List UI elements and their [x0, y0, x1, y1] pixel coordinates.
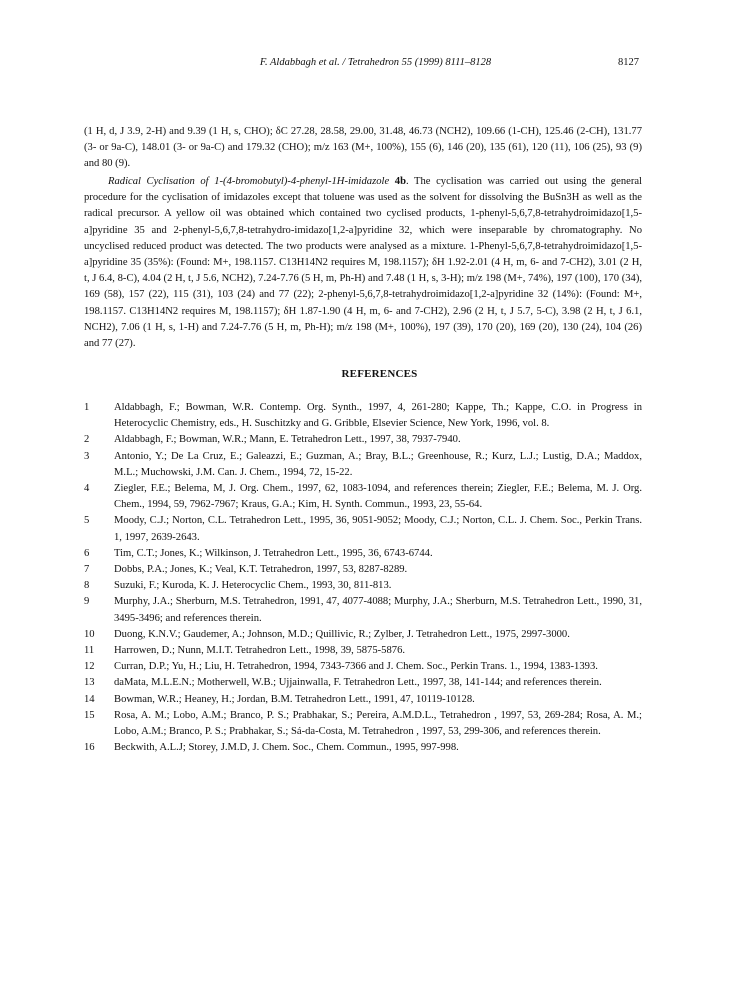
procedure-text: . The cyclisation was carried out using the general procedure for the cyclisation of imidazoles except that toluene was used as the solvent for dissolving the BuSn3H as well as the radical precursor. A yellow oil was obtained which contained two cyclised products, 1-phenyl-5,6,7,8-tetrahydroimidazo[1,5-a]pyridine 35 and 2-phenyl-5,6,7,8-tetrahydro-imidazo[1,2-a]pyridine 32, which were inseparable by chromatography. No uncyclised reduced product was detected. The two products were analysed as a mixture. 1-Phenyl-5,6,7,8-tetrahydroimidazo[1,5-a]pyridine 35 (35%): (Found: M+, 198.1157. C13H14N2 requires M, 198.1157); δH 1.92-2.01 (4 H, m, 6- and 7-CH2), 3.01 (2 H, t, J 6.4, 8-C), 4.04 (2 H, t, J 5.6, NCH2), 7.24-7.76 (5 H, m, Ph-H) and 7.48 (1 H, s, 3-H); m/z 198 (M+, 74%), 197 (100), 170 (34), 169 (58), 157 (22), 115 (31), 103 (24) and 77 (22); 2-phenyl-5,6,7,8-tetrahydroimidazo[1,2-a]pyridine 32 (14%): (Found: M+, 198.1157. C13H14N2 requires M, 198.1157); δH 1.87-1.90 (4 H, m, 6- and 7-CH2), 2.96 (2 H, t, J 5.7, 5-C), 3.98 (2 H, t, J 6.1, NCH2), 7.06 (1 H, s, 1-H) and 7.24-7.76 (5 H, m, Ph-H); m/z 198 (M+, 100%), 197 (39), 170 (20), 169 (20), 130 (24), 104 (26) and 77 (27).	[84, 176, 642, 350]
reference-number: 2	[84, 434, 90, 446]
page-number: 8127	[618, 57, 639, 68]
reference-item	[84, 562, 642, 578]
reference-number: 14	[84, 693, 95, 705]
reference-number: 3	[84, 450, 90, 462]
reference-item	[84, 513, 642, 545]
reference-text: Murphy, J.A.; Sherburn, M.S. Tetrahedron, 1991, 47, 4077-4088; Murphy, J.A.; Sherburn, M.S. Tetrahedron Lett., 1990, 31, 3495-3496; and references therein.	[114, 596, 642, 624]
reference-text: Harrowen, D.; Nunn, M.I.T. Tetrahedron Lett., 1998, 39, 5875-5876.	[114, 645, 406, 657]
reference-item	[84, 449, 642, 481]
reference-text: Tim, C.T.; Jones, K.; Wilkinson, J. Tetrahedron Lett., 1995, 36, 6743-6744.	[114, 547, 433, 559]
references-heading: REFERENCES	[341, 368, 418, 380]
reference-text: Suzuki, F.; Kuroda, K. J. Heterocyclic Chem., 1993, 30, 811-813.	[114, 580, 392, 592]
reference-number: 1	[84, 402, 90, 413]
reference-item	[84, 546, 642, 562]
reference-item	[84, 740, 642, 756]
reference-number: 11	[84, 645, 95, 657]
reference-text: Antonio, Y.; De La Cruz, E.; Galeazzi, E.; Guzman, A.; Bray, B.L.; Greenhouse, R.; Kurz, L.J.; Lustig, D.A.; Maddox, M.L.; Muchowski, J.M. Can. J. Chem., 1994, 72, 15-22.	[114, 450, 642, 478]
reference-text: Bowman, W.R.; Heaney, H.; Jordan, B.M. Tetrahedron Lett., 1991, 47, 10119-10128.	[114, 693, 475, 705]
reference-number: 8	[84, 580, 90, 592]
compound-number: 4b	[394, 176, 406, 187]
reference-text: Moody, C.J.; Norton, C.L. Tetrahedron Lett., 1995, 36, 9051-9052; Moody, C.J.; Norton, C.L. J. Chem. Soc., Perkin Trans. 1, 1997, 2639-2643.	[114, 515, 642, 543]
reference-number: 10	[84, 628, 95, 640]
reference-item	[84, 692, 642, 708]
reference-item	[84, 708, 642, 740]
reference-text: Ziegler, F.E.; Belema, M, J. Org. Chem., 1997, 62, 1083-1094, and references therein; Ziegler, F.E.; Belema, M. J. Org. Chem., 1994, 59, 7962-7967; Kraus, G.A.; Kim, H. Synth. Commun., 1993, 23, 55-64.	[114, 483, 642, 511]
reference-item	[84, 578, 642, 594]
reference-text: Duong, K.N.V.; Gaudemer, A.; Johnson, M.D.; Quillivic, R.; Zylber, J. Tetrahedron Lett., 1975, 2997-3000.	[114, 628, 570, 640]
reference-item	[84, 675, 642, 691]
reference-text: Aldabbagh, F.; Bowman, W.R. Contemp. Org. Synth., 1997, 4, 261-280; Kappe, Th.; Kappe, C.O. in Progress in Heterocyclic Chemistry, eds., H. Suschitzky and G. Gribble, Elsevier Science, New York, 1996, vol. 8.	[114, 402, 642, 430]
experimental-paragraph-2	[84, 174, 642, 352]
reference-number: 12	[84, 661, 95, 673]
reference-number: 4	[84, 483, 90, 495]
reference-number: 15	[84, 709, 95, 721]
running-head: F. Aldabbagh et al. / Tetrahedron 55 (1999) 8111–8128	[259, 57, 492, 68]
procedure-title: Radical Cyclisation of 1-(4-bromobutyl)-4-phenyl-1H-imidazole	[108, 176, 390, 187]
reference-text: Aldabbagh, F.; Bowman, W.R.; Mann, E. Tetrahedron Lett., 1997, 38, 7937-7940.	[114, 434, 461, 446]
reference-number: 5	[84, 515, 90, 527]
reference-item	[84, 627, 642, 643]
reference-number: 6	[84, 547, 90, 559]
reference-list	[84, 400, 642, 756]
reference-number: 13	[84, 677, 95, 689]
reference-number: 7	[84, 564, 90, 576]
reference-item	[84, 643, 642, 659]
reference-text: Dobbs, P.A.; Jones, K.; Veal, K.T. Tetrahedron, 1997, 53, 8287-8289.	[114, 564, 408, 576]
reference-item	[84, 594, 642, 626]
reference-text: daMata, M.L.E.N.; Motherwell, W.B.; Ujjainwalla, F. Tetrahedron Lett., 1997, 38, 141-144; and references therein.	[114, 677, 602, 689]
reference-text: Curran, D.P.; Yu, H.; Liu, H. Tetrahedron, 1994, 7343-7366 and J. Chem. Soc., Perkin Trans. 1., 1994, 1383-1393.	[114, 661, 598, 673]
experimental-paragraph-1: (1 H, d, J 3.9, 2-H) and 9.39 (1 H, s, CHO); δC 27.28, 28.58, 29.00, 31.48, 46.73 (NCH2), 109.66 (1-CH), 125.46 (2-CH), 131.77 (3- or 9a-C), 148.01 (3- or 9a-C) and 179.32 (CHO); m/z 163 (M+, 100%), 155 (6), 146 (20), 135 (61), 120 (11), 106 (25), 93 (9) and 80 (9).	[84, 126, 642, 170]
reference-item	[84, 432, 642, 448]
reference-item	[84, 400, 642, 432]
reference-number: 9	[84, 596, 90, 608]
reference-item	[84, 481, 642, 513]
reference-text: Rosa, A. M.; Lobo, A.M.; Branco, P. S.; Prabhakar, S.; Pereira, A.M.D.L., Tetrahedron , 1997, 53, 269-284; Rosa, A. M.; Lobo, A.M.; Branco, P. S.; Prabhakar, S.; Sá-da-Costa, M. Tetrahedron , 1997, 53, 299-306, and references therein.	[114, 709, 642, 738]
reference-item	[84, 659, 642, 675]
reference-number: 16	[84, 742, 95, 754]
reference-text: Beckwith, A.L.J; Storey, J.M.D, J. Chem. Soc., Chem. Commun., 1995, 997-998.	[114, 742, 459, 754]
